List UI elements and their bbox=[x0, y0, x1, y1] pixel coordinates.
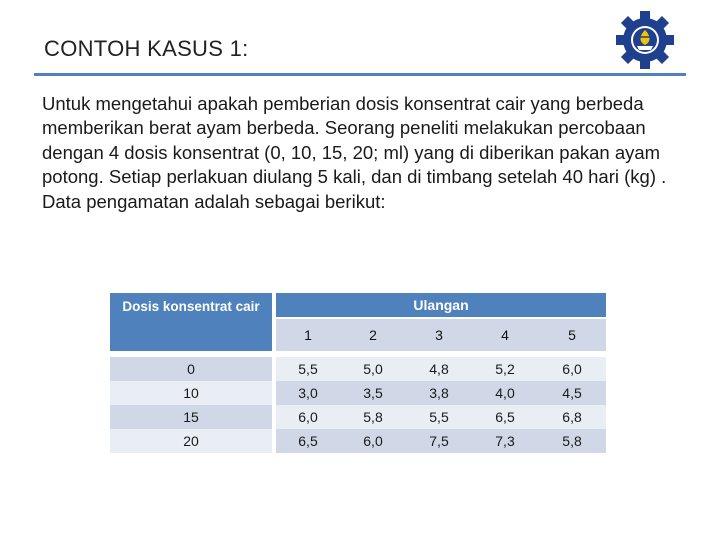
replicate-header: 1 bbox=[274, 318, 340, 351]
gear-emblem-icon bbox=[612, 10, 678, 70]
data-table bbox=[110, 293, 606, 453]
value-cell: 7,5 bbox=[406, 429, 472, 453]
dose-cell: 0 bbox=[110, 357, 274, 381]
value-cell: 6,0 bbox=[538, 357, 606, 381]
value-cell: 4,8 bbox=[406, 357, 472, 381]
replicate-header: 5 bbox=[538, 318, 606, 351]
value-cell: 5,5 bbox=[406, 405, 472, 429]
value-cell: 5,0 bbox=[340, 357, 406, 381]
value-cell: 5,8 bbox=[538, 429, 606, 453]
value-cell: 3,8 bbox=[406, 381, 472, 405]
dose-column-header: Dosis konsentrat cair bbox=[110, 293, 274, 351]
value-cell: 3,5 bbox=[340, 381, 406, 405]
ulangan-group-header: Ulangan bbox=[274, 293, 606, 318]
table-row bbox=[110, 429, 606, 453]
value-cell: 6,0 bbox=[274, 405, 340, 429]
value-cell: 5,2 bbox=[472, 357, 538, 381]
table-row bbox=[110, 357, 606, 381]
table-header-row bbox=[110, 293, 606, 318]
value-cell: 6,0 bbox=[340, 429, 406, 453]
value-cell: 5,8 bbox=[340, 405, 406, 429]
value-cell: 5,5 bbox=[274, 357, 340, 381]
value-cell: 6,8 bbox=[538, 405, 606, 429]
value-cell: 7,3 bbox=[472, 429, 538, 453]
intro-paragraph: Untuk mengetahui apakah pemberian dosis konsentrat cair yang berbeda memberikan berat ayam berbeda. Seorang peneliti melakukan percobaan dengan 4 dosis konsentrat (0, 10, 15, 20; ml) yang di diberikan pakan ayam potong. Setiap perlakuan diulang 5 kali, dan di timbang setelah 40 hari (kg) . Data pengamatan adalah sebagai berikut: bbox=[42, 93, 667, 212]
dose-cell: 20 bbox=[110, 429, 274, 453]
dose-cell: 15 bbox=[110, 405, 274, 429]
dose-cell: 10 bbox=[110, 381, 274, 405]
slide-title: CONTOH KASUS 1: bbox=[44, 36, 249, 61]
table-row bbox=[110, 381, 606, 405]
value-cell: 6,5 bbox=[274, 429, 340, 453]
replicate-header: 4 bbox=[472, 318, 538, 351]
value-cell: 3,0 bbox=[274, 381, 340, 405]
table-row bbox=[110, 405, 606, 429]
value-cell: 4,5 bbox=[538, 381, 606, 405]
value-cell: 6,5 bbox=[472, 405, 538, 429]
replicate-header: 3 bbox=[406, 318, 472, 351]
value-cell: 4,0 bbox=[472, 381, 538, 405]
title-divider bbox=[34, 73, 686, 76]
replicate-header: 2 bbox=[340, 318, 406, 351]
